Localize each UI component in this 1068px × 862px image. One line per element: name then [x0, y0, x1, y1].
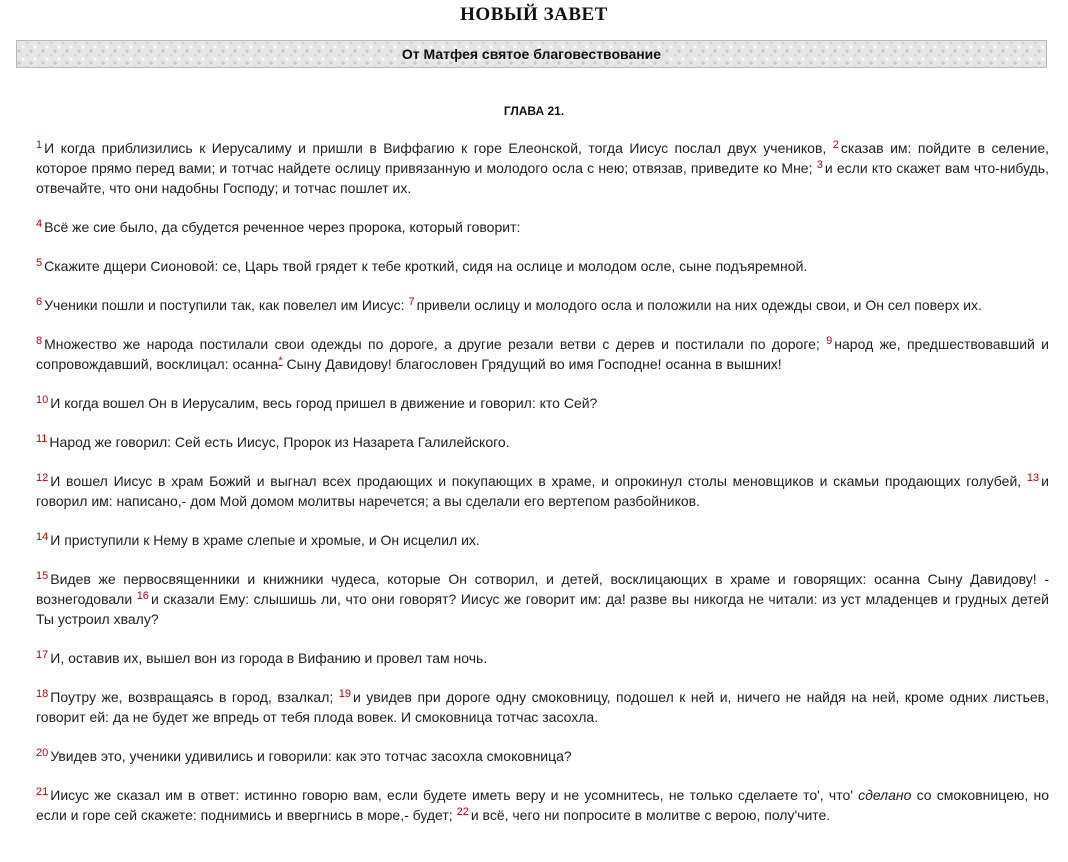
- verse-text: Множество же народа постилали свои одежды по дороге, а другие резали ветви с дерев и постилали по дороге;: [44, 336, 827, 352]
- verse-paragraph: [36, 217, 1049, 237]
- verse-text: Поутру же, возвращаясь в город, взалкал;: [50, 689, 339, 705]
- verse-number[interactable]: 9: [826, 335, 833, 347]
- verse-text: привели ослицу и молодого осла и положили на них одежды свои, и Он сел поверх их.: [416, 297, 982, 313]
- verse-paragraph: [36, 256, 1049, 276]
- verse-text: сказав им: пойдите в селение, которое прямо перед вами; и тотчас найдете ослицу привязанную и молодого осла с нею; отвязав, приведите ко Мне;: [36, 140, 1049, 176]
- verse-text-continued: Сыну Давидову! благословен Грядущий во имя Господне! осанна в вышних!: [282, 356, 782, 372]
- verse-number[interactable]: 12: [36, 472, 49, 484]
- verse-text: Иисус же сказал им в ответ: истинно говорю вам, если будете иметь веру и не усомнитесь, не только сделаете то', что': [50, 787, 859, 803]
- verse-text: Скажите дщери Сионовой: се, Царь твой грядет к тебе кроткий, сидя на ослице и молодом осле, сыне подъяремной.: [44, 258, 808, 274]
- verse-paragraph: [36, 138, 1049, 198]
- verse-text: Ученики пошли и поступили так, как повелел им Иисус:: [44, 297, 409, 313]
- verse-paragraph: [36, 471, 1049, 511]
- verse-number[interactable]: 8: [36, 335, 43, 347]
- verse-number[interactable]: 15: [36, 570, 49, 582]
- verse-text: И приступили к Нему в храме слепые и хромые, и Он исцелил их.: [50, 532, 480, 548]
- verse-number[interactable]: 20: [36, 747, 49, 759]
- verse-number[interactable]: 16: [136, 590, 149, 602]
- verse-number[interactable]: 14: [36, 531, 49, 543]
- verse-number[interactable]: 11: [36, 433, 48, 445]
- verse-number[interactable]: 17: [36, 649, 49, 661]
- book-title: От Матфея святое благовествование: [401, 46, 662, 62]
- verse-text: народ же, предшествовавший и сопровождавший, восклицал: осанна: [36, 336, 1049, 372]
- verse-paragraph: [36, 746, 1049, 766]
- verse-number[interactable]: 3: [816, 159, 823, 171]
- verse-paragraph: [36, 432, 1049, 452]
- verse-paragraph: [36, 295, 1049, 315]
- verse-italic-text: сделано: [858, 787, 912, 803]
- verse-text: и сказали Ему: слышишь ли, что они говорят? Иисус же говорит им: да! разве вы никогда не читали: из уст младенцев и грудных детей Ты устроил хвалу?: [36, 591, 1049, 627]
- verse-number[interactable]: 21: [36, 786, 49, 798]
- verse-text: Всё же сие было, да сбудется реченное через пророка, который говорит:: [44, 219, 521, 235]
- verse-text: и говорил им: написано,- дом Мой домом молитвы наречется; а вы сделали его вертепом разбойников.: [36, 473, 1049, 509]
- verse-paragraph: [36, 687, 1049, 727]
- verse-text: И, оставив их, вышел вон из города в Вифанию и провел там ночь.: [50, 650, 488, 666]
- verse-number[interactable]: 13: [1026, 472, 1040, 484]
- book-title-banner: [16, 40, 1047, 68]
- verse-text: И вошел Иисус в храм Божий и выгнал всех продающих и покупающих в храме, и опрокинул столы меновщиков и скамьи продающих голубей,: [50, 473, 1027, 489]
- verse-number[interactable]: 4: [36, 218, 43, 230]
- verse-text: Увидев это, ученики удивились и говорили: как это тотчас засохла смоковница?: [50, 748, 572, 764]
- verses-container: [36, 138, 1049, 844]
- verse-text: И когда вошел Он в Иерусалим, весь город пришел в движение и говорил: кто Сей?: [50, 395, 598, 411]
- verse-number[interactable]: 22: [456, 806, 469, 818]
- verse-number[interactable]: 6: [36, 296, 43, 308]
- chapter-heading: ГЛАВА 21.: [503, 104, 565, 118]
- verse-paragraph: [36, 648, 1049, 668]
- verse-number[interactable]: 1: [36, 139, 43, 151]
- verse-number[interactable]: 7: [408, 296, 415, 308]
- verse-text: Народ же говорил: Сей есть Иисус, Пророк из Назарета Галилейского.: [49, 434, 510, 450]
- verse-number[interactable]: 18: [36, 688, 49, 700]
- verse-number[interactable]: 5: [36, 257, 43, 269]
- verse-number[interactable]: 2: [832, 139, 839, 151]
- verse-text-continued: со смоковницею, но если и горе сей скажете: поднимись и ввергнись в море,- будет;: [36, 787, 1049, 823]
- verse-text: И когда приблизились к Иерусалиму и пришли в Виффагию к горе Елеонской, тогда Иисус послал двух учеников,: [44, 140, 833, 156]
- verse-text: и всё, чего ни попросите в молитве с верою, полу'чите.: [470, 807, 831, 823]
- verse-text: и если кто скажет вам что-нибудь, отвечайте, что они надобны Господу; и тотчас пошлет их.: [36, 160, 1049, 196]
- verse-paragraph: [36, 569, 1049, 629]
- verse-paragraph: [36, 530, 1049, 550]
- verse-paragraph: [36, 785, 1049, 825]
- verse-paragraph: [36, 393, 1049, 413]
- verse-text: Видев же первосвященники и книжники чудеса, которые Он сотворил, и детей, восклицающих в храме и говорящих: осанна Сыну Давидову! - вознегодовали: [36, 571, 1049, 607]
- verse-number[interactable]: 19: [338, 688, 351, 700]
- footnote-link[interactable]: *: [278, 355, 283, 367]
- verse-paragraph: [36, 334, 1049, 374]
- page-title: НОВЫЙ ЗАВЕТ: [460, 4, 608, 25]
- verse-text: и увидев при дороге одну смоковницу, подошел к ней и, ничего не найдя на ней, кроме одних листьев, говорит ей: да не будет же впредь от тебя плода вовек. И смоковница тотчас засохла.: [36, 689, 1050, 725]
- verse-number[interactable]: 10: [36, 394, 49, 406]
